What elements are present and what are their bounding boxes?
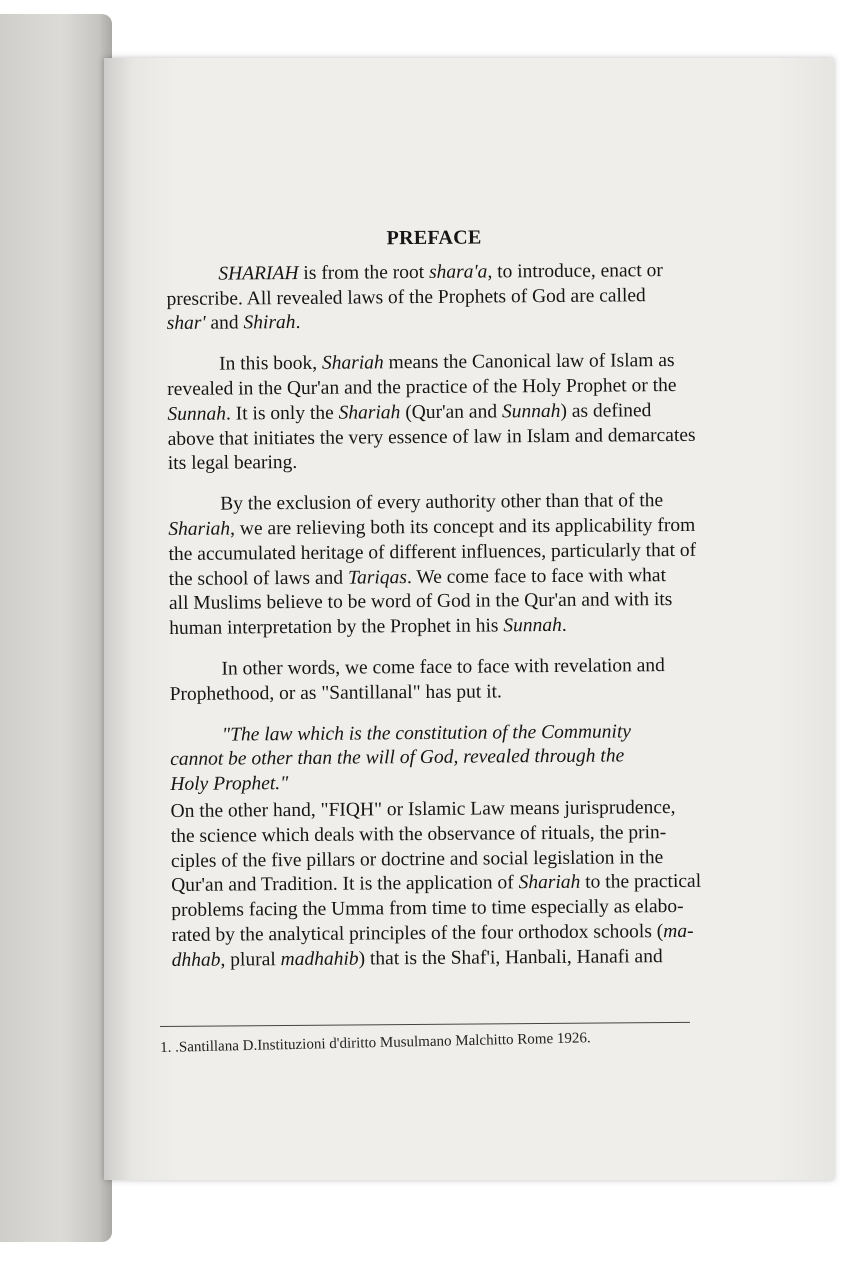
text-line: the school of laws and Tariqas. We come face to face with what bbox=[168, 564, 667, 590]
text-line: human interpretation by the Prophet in his Sunnah. bbox=[169, 615, 567, 640]
text-line: above that initiates the very essence of law in Islam and demarcates bbox=[167, 424, 696, 450]
paragraph-4 bbox=[169, 654, 705, 708]
text-line: all Muslims believe to be word of God in the Qur'an and with its bbox=[168, 589, 673, 615]
paragraph-2 bbox=[167, 349, 704, 477]
block-quote bbox=[170, 719, 707, 798]
text-line: shar' and Shirah. bbox=[166, 312, 301, 335]
quote-line: Holy Prophet." bbox=[170, 773, 289, 796]
text-line: rated by the analytical principles of the four orthodox schools (ma- bbox=[171, 920, 694, 946]
footnote: 1. .Santillana D.Instituzioni d'diritto Musulmano Malchitto Rome 1926. bbox=[160, 1030, 591, 1056]
paragraph-5 bbox=[170, 796, 707, 974]
text-line: dhhab, plural madhahib) that is the Shaf'i, Hanbali, Hanafi and bbox=[171, 945, 663, 971]
text-line: prescribe. All revealed laws of the Prophets of God are called bbox=[166, 284, 646, 310]
text-line: the science which deals with the observance of rituals, the prin- bbox=[170, 821, 667, 847]
paragraph-1 bbox=[166, 259, 703, 338]
page-title: PREFACE bbox=[386, 226, 482, 250]
text-line: Qur'an and Tradition. It is the application of Shariah to the practical bbox=[171, 871, 702, 897]
text-line: problems facing the Umma from time to time especially as elabo- bbox=[171, 896, 684, 922]
text-line: revealed in the Qur'an and the practice of the Holy Prophet or the bbox=[167, 374, 677, 400]
text-line: its legal bearing. bbox=[167, 452, 298, 475]
text-line: By the exclusion of every authority other than that of the bbox=[220, 490, 664, 515]
preface-text bbox=[166, 224, 708, 990]
text-line: Sunnah. It is only the Shariah (Qur'an and Sunnah) as defined bbox=[167, 399, 652, 425]
quote-line: cannot be other than the will of God, revealed through the bbox=[170, 745, 625, 771]
text-line: SHARIAH is from the root shara'a, to introduce, enact or bbox=[218, 259, 663, 285]
left-page-edge bbox=[0, 14, 112, 1242]
quote-line: "The law which is the constitution of the Community bbox=[221, 720, 632, 746]
text-line: On the other hand, "FIQH" or Islamic Law means jurisprudence, bbox=[170, 796, 676, 822]
text-line: ciples of the five pillars or doctrine and social legislation in the bbox=[170, 846, 664, 872]
text-line: In this book, Shariah means the Canonical law of Islam as bbox=[218, 350, 675, 375]
text-line: Prophethood, or as "Santillanal" has put it. bbox=[169, 681, 502, 705]
paragraph-3 bbox=[168, 489, 705, 642]
text-line: In other words, we come face to face with revelation and bbox=[221, 655, 665, 680]
text-line: the accumulated heritage of different influences, particularly that of bbox=[168, 539, 697, 565]
text-line: Shariah, we are relieving both its concept and its applicability from bbox=[168, 514, 696, 540]
